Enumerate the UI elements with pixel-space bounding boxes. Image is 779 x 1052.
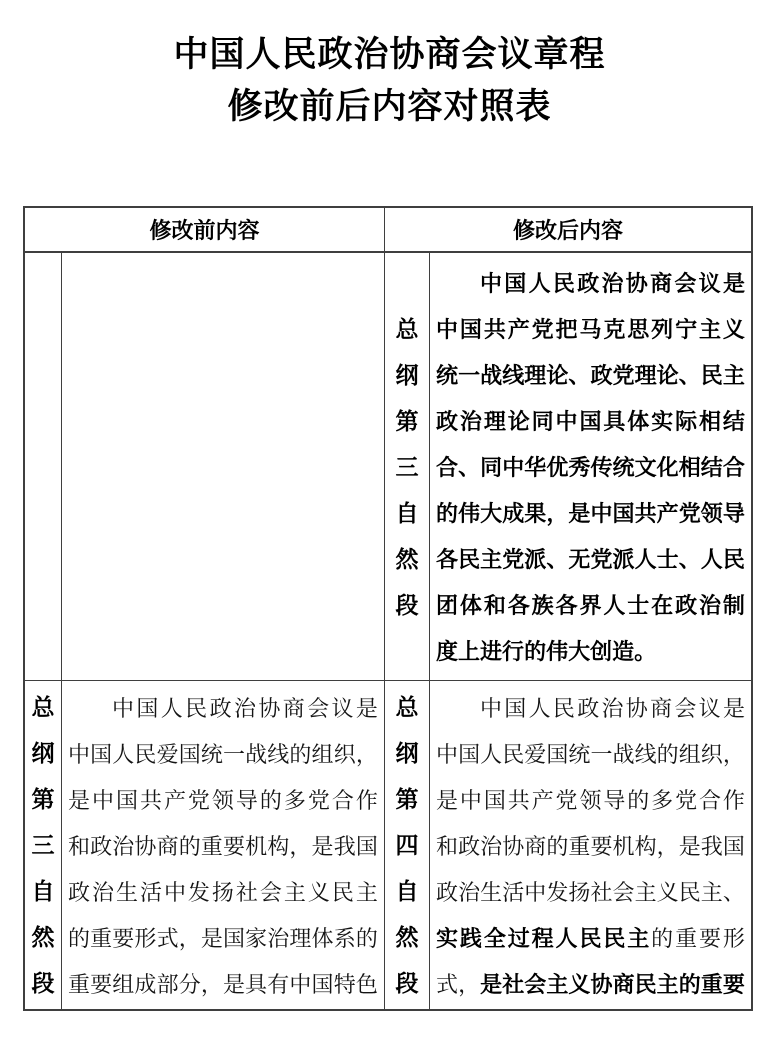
text-line: 的 重 要 形 式 ， 是 国 家 治 理 体 系 的 (68, 925, 378, 951)
text-line: 度 上 进 行 的 伟 大 创 造 。 (436, 638, 657, 664)
text-line: 政 治 理 论 同 中 国 具 体 实 际 相 结 (436, 408, 745, 434)
text-line: 政 治 生 活 中 发 扬 社 会 主 义 民 主 、 (436, 879, 745, 905)
text-line: 重 要 组 成 部 分 ， 是 具 有 中 国 特 色 (68, 971, 378, 997)
text-line: 各 民 主 党 派 、 无 党 派 人 士 、 人 民 (436, 546, 745, 572)
row-label-char: 段 (395, 970, 419, 996)
row-label-char: 然 (395, 924, 419, 950)
row-label-char: 总 (31, 694, 55, 720)
text-line: 和 政 治 协 商 的 重 要 机 构 ， 是 我 国 (436, 833, 745, 859)
row-label-char: 纲 (395, 361, 419, 388)
text-line: 式 ， 是 社 会 主 义 协 商 民 主 的 重 要 (436, 971, 745, 997)
text-line: 合 、 同 中 华 优 秀 传 统 文 化 相 结 合 (436, 454, 745, 480)
text-line: 中 国 人 民 政 治 协 商 会 议 是 (480, 695, 745, 721)
page (0, 29, 779, 1052)
column-header-before: 修改前内容 (25, 208, 385, 253)
text-line: 实 践 全 过 程 人 民 民 主 的 重 要 形 (436, 925, 745, 951)
row1-before-label-cell (25, 253, 62, 681)
text-line: 的 伟 大 成 果 ， 是 中 国 共 产 党 领 导 (436, 500, 745, 526)
row-label-char: 段 (395, 591, 419, 618)
column-header-after: 修改后内容 (385, 208, 751, 253)
text-line: 中 国 人 民 政 治 协 商 会 议 是 (112, 695, 378, 721)
row-label-char: 总 (395, 694, 419, 720)
row2-after-content-cell (430, 681, 751, 1009)
row-label-char: 纲 (31, 740, 55, 766)
row-label-char: 纲 (395, 740, 419, 766)
row-label-char: 第 (395, 407, 419, 434)
row-label-char: 段 (31, 970, 55, 996)
row-label-char: 第 (395, 786, 419, 812)
row-label-char: 然 (31, 924, 55, 950)
text-line: 中 国 共 产 党 把 马 克 思 列 宁 主 义 (436, 316, 745, 342)
row-label-char: 第 (31, 786, 55, 812)
text-line: 统 一 战 线 理 论 、 政 党 理 论 、 民 主 (436, 362, 745, 388)
text-line: 和 政 治 协 商 的 重 要 机 构 ， 是 我 国 (68, 833, 378, 859)
row1-after-label-cell (385, 253, 430, 681)
row-label-char: 然 (395, 545, 419, 572)
row-label-char: 三 (31, 832, 55, 858)
row-label-char: 自 (395, 499, 419, 526)
document-title (0, 29, 779, 133)
row-label-char: 四 (395, 832, 419, 858)
text-line: 是 中 国 共 产 党 领 导 的 多 党 合 作 (436, 787, 745, 813)
row-label-char: 总 (395, 315, 419, 342)
text-line: 政 治 生 活 中 发 扬 社 会 主 义 民 主 (68, 879, 378, 905)
row-label-char: 三 (395, 453, 419, 480)
row2-after-label-cell (385, 681, 430, 1009)
document-title-line-2: 修改前后内容对照表 (227, 87, 552, 126)
comparison-table (23, 206, 753, 1011)
row-label-char: 自 (395, 878, 419, 904)
row2-before-label-cell (25, 681, 62, 1009)
text-line: 团 体 和 各 族 各 界 人 士 在 政 治 制 (436, 592, 745, 618)
document-title-line-1: 中国人民政治协商会议章程 (173, 35, 606, 74)
row-label-char: 自 (31, 878, 55, 904)
row2-before-content-cell (62, 681, 385, 1009)
text-line: 中 国 人 民 爱 国 统 一 战 线 的 组 织 ， (68, 741, 378, 767)
text-line: 是 中 国 共 产 党 领 导 的 多 党 合 作 (68, 787, 378, 813)
row1-before-content-cell (62, 253, 385, 681)
text-line: 中 国 人 民 爱 国 统 一 战 线 的 组 织 ， (436, 741, 745, 767)
text-line: 中 国 人 民 政 治 协 商 会 议 是 (480, 270, 745, 296)
row1-after-content-cell (430, 253, 751, 681)
